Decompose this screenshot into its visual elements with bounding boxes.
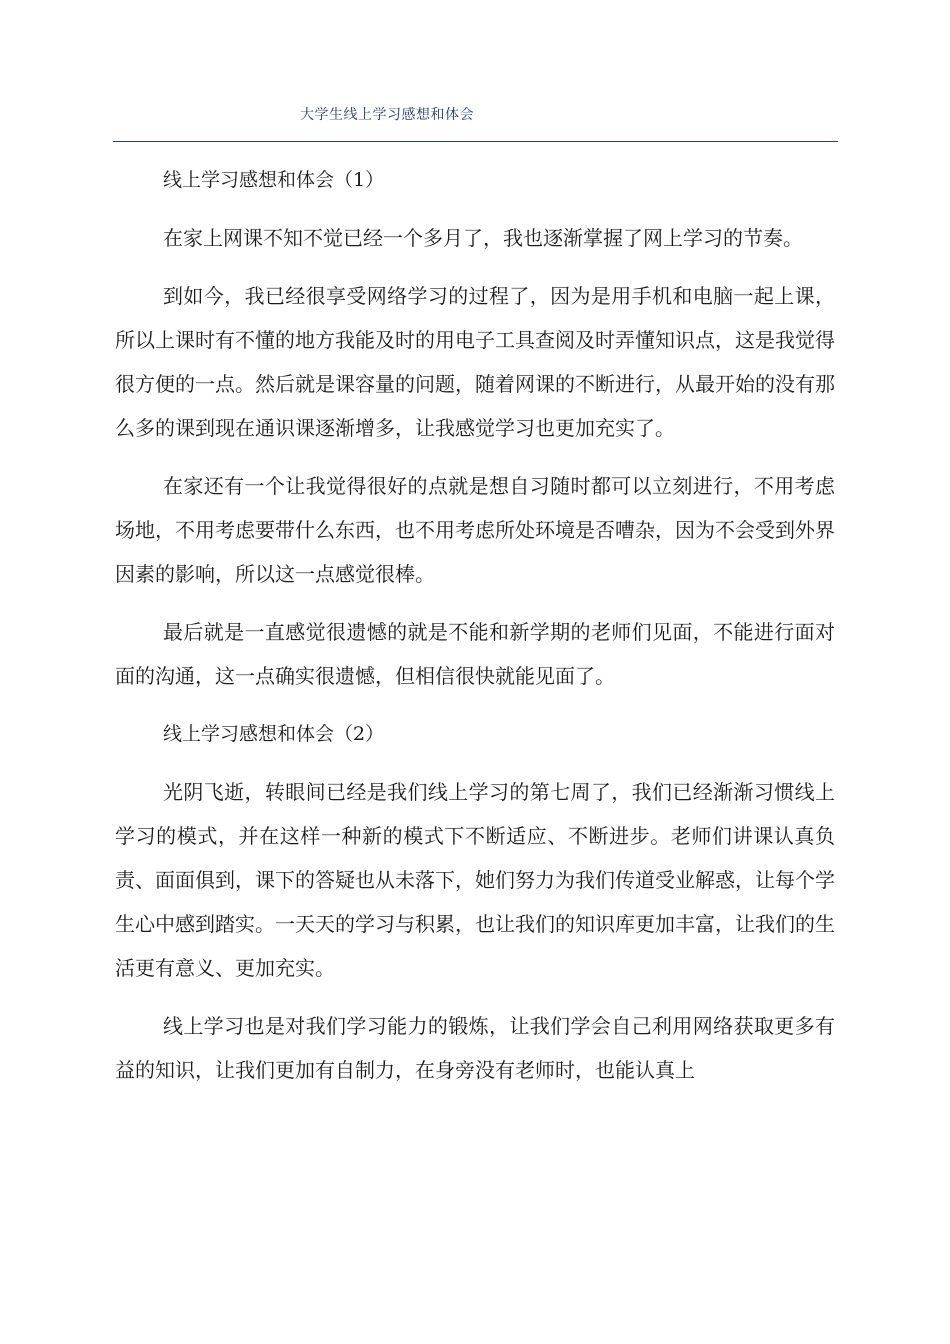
paragraph: 最后就是一直感觉很遗憾的就是不能和新学期的老师们见面，不能进行面对面的沟通，这一点确实很遗憾，但相信很快就能见面了。: [115, 620, 835, 688]
paragraph: 光阴飞逝，转眼间已经是我们线上学习的第七周了，我们已经渐渐习惯线上学习的模式，并在这样一种新的模式下不断适应、不断进步。老师们讲课认真负责、面面俱到，课下的答疑也从未落下，她们努力为我们传道受业解惑，让每个学生心中感到踏实。一天天的学习与积累，也让我们的知识库更加丰富，让我们的生活更有意义、更加充实。: [115, 780, 835, 980]
section-heading: 线上学习感想和体会（1）: [163, 169, 385, 191]
running-header-title: 大学生线上学习感想和体会: [300, 107, 474, 123]
section-heading: 线上学习感想和体会（2）: [163, 723, 385, 745]
paragraph: 线上学习也是对我们学习能力的锻炼，让我们学会自己利用网络获取更多有益的知识，让我们更加有自制力，在身旁没有老师时，也能认真上: [115, 1014, 835, 1082]
header-divider: [113, 141, 838, 142]
paragraph: 在家上网课不知不觉已经一个多月了，我也逐渐掌握了网上学习的节奏。: [163, 226, 803, 250]
paragraph: 在家还有一个让我觉得很好的点就是想自习随时都可以立刻进行，不用考虑场地，不用考虑要带什么东西，也不用考虑所处环境是否嘈杂，因为不会受到外界因素的影响，所以这一点感觉很棒。: [115, 474, 835, 586]
paragraph: 到如今，我已经很享受网络学习的过程了，因为是用手机和电脑一起上课，所以上课时有不懂的地方我能及时的用电子工具查阅及时弄懂知识点，这是我觉得很方便的一点。然后就是课容量的问题，随着网课的不断进行，从最开始的没有那么多的课到现在通识课逐渐增多，让我感觉学习也更加充实了。: [115, 284, 835, 440]
document-body: [115, 158, 835, 1106]
